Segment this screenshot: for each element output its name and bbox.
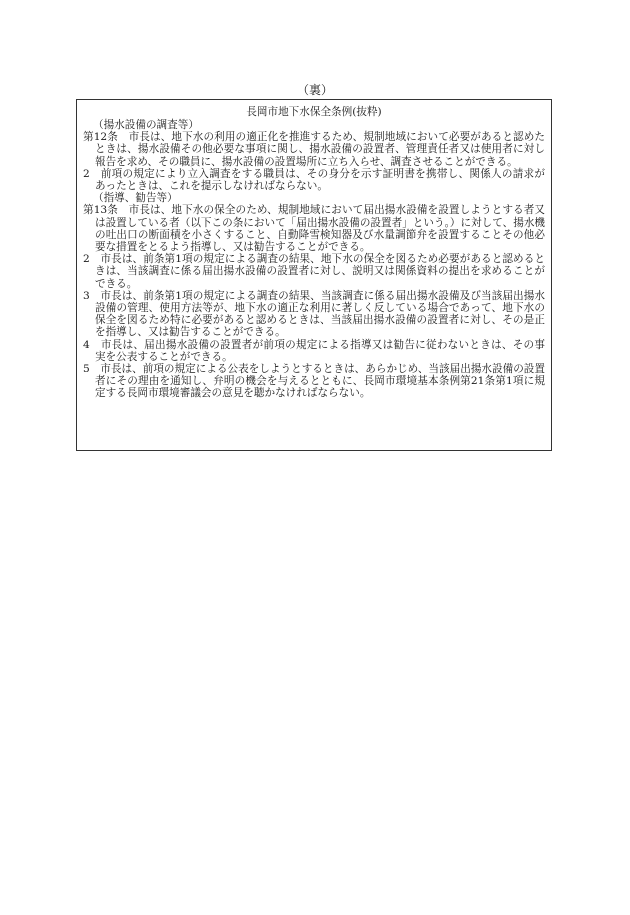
article-13-paragraph-3: 3 市長は、前条第1項の規定による調査の結果、当該調査に係る届出揚水設備及び当該届出揚水設備の管理、使用方法等が、地下水の適正な利用に著しく反している場合であって、地下水の保全を図るため特に必要があると認めるときは、当該届出揚水設備の設置者に対し、その是正を指導し、又は勧告することができる。 [83, 289, 545, 339]
article-13-paragraph-5: 5 市長は、前項の規定による公表をしようとするときは、あらかじめ、当該届出揚水設備の設置者にその理由を通知し、弁明の機会を与えるとともに、長岡市環境基本条例第21条第1項に規定する長岡市環境審議会の意見を聴かなければならない。 [83, 363, 545, 400]
article-12-paragraph-2: 2 前項の規定により立入調査をする職員は、その身分を示す証明書を携帯し、関係人の請求があったときは、これを提示しなければならない。 [83, 167, 545, 193]
ordinance-excerpt-box [76, 99, 552, 451]
article-13-paragraph-4: 4 市長は、届出揚水設備の設置者が前項の規定による指導又は勧告に従わないときは、その事実を公表することができる。 [83, 338, 545, 363]
article-13-paragraph-1: 第13条 市長は、地下水の保全のため、規制地域において届出揚水設備を設置しようとする者又は設置している者（以下この条において「届出揚水設備の設置者」という。）に対して、揚水機の吐出口の断面積を小さくすること、自動降雪検知器及び水量調節弁を設置することその他必要な措置をとるよう指導し、又は勧告することができる。 [83, 204, 546, 254]
section-heading-survey: （揚水設備の調査等） [93, 119, 199, 131]
section-heading-guidance: （指導、勧告等） [93, 192, 178, 205]
page-side-label: （裏） [296, 83, 333, 97]
document-title: 長岡市地下水保全条例(抜粋) [246, 106, 382, 118]
article-13-paragraph-2: 2 市長は、前条第1項の規定による調査の結果、地下水の保全を図るため必要があると認めるときは、当該調査に係る届出揚水設備の設置者に対し、説明又は関係資料の提出を求めることができる。 [83, 253, 545, 290]
article-12-paragraph-1: 第12条 市長は、地下水の利用の適正化を推進するため、規制地域において必要があると認めたときは、揚水設備その他必要な事項に関し、揚水設備の設置者、管理責任者又は使用者に対し報告を求め、その職員に、揚水設備の設置場所に立ち入らせ、調査させることができる。 [83, 131, 545, 168]
